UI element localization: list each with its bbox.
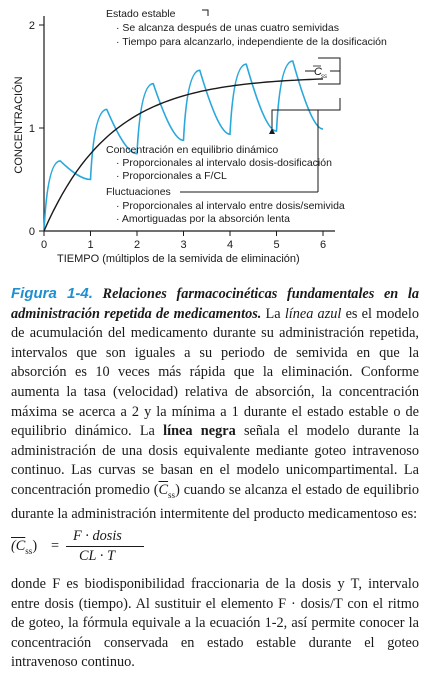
caption-text-c: señala el modelo durante la administración de una dosis equivalente mediante goteo intravenoso continuo. Las curvas se basan en el modelo unicompartimental. La concentración promedio (: [11, 423, 419, 498]
y-tick-label: 0: [28, 226, 35, 238]
y-tick-label: 2: [28, 20, 35, 32]
css-formula: [11, 527, 419, 569]
steady-title: Estado estable: [106, 8, 176, 20]
caption-paragraph-1: [11, 284, 419, 525]
x-tick-label: 0: [40, 239, 48, 251]
conc-line-2: · Proporcionales a F/CL: [116, 170, 227, 182]
caption-text-d: ) cuando se alcanza el estado de equilibrio durante la administración intermitente del producto medicamentoso es:: [11, 481, 419, 523]
y-tick-label: 1: [28, 123, 35, 135]
figure-label: Figura 1-4.: [11, 285, 93, 302]
css-label: C: [314, 66, 322, 78]
formula-numerator: F · dosis: [73, 527, 122, 544]
blue-line-term: línea azul: [284, 305, 342, 322]
caption-text-a: La: [265, 305, 281, 322]
x-axis-label: TIEMPO (múltiplos de la semivida de eliminación): [57, 253, 300, 265]
figure-caption: [11, 284, 419, 673]
steady-state-bracket: [202, 10, 208, 16]
x-tick-label: 6: [319, 239, 327, 251]
x-ticks: [41, 231, 326, 251]
formula-denominator: CL · T: [79, 547, 115, 564]
steady-line-2: · Tiempo para alcanzarlo, independiente de la dosificación: [116, 36, 387, 48]
x-tick-label: 3: [180, 239, 187, 251]
css-symbol: $\overline{C}$: [158, 481, 169, 498]
fluct-title: Fluctuaciones: [106, 186, 171, 198]
figure-title: Relaciones farmacocinéticas fundamentales en la administración repetida de medicamentos.: [11, 286, 419, 322]
x-tick-label: 5: [273, 239, 280, 251]
y-ticks: [29, 20, 44, 238]
css-sub: ss: [321, 74, 327, 80]
steady-line-1: · Se alcanza después de unas cuatro semividas: [116, 22, 339, 34]
formula-lhs: $(C_{ss})$: [11, 537, 38, 556]
black-line-term: línea negra: [163, 423, 236, 440]
fluct-line-1: · Proporcionales al intervalo entre dosis/semivida: [116, 200, 345, 212]
css-symbol-sub: ss: [168, 489, 176, 500]
conc-line-1: · Proporcionales al intervalo dosis-dosificación: [116, 157, 332, 169]
conc-title: Concentración en equilibrio dinámico: [106, 144, 279, 156]
caption-paragraph-2: donde F es biodisponibilidad fraccionaria de la dosis y T, intervalo entre dosis (tiempo). Al sustituir el elemento F · dosis/T con el ritmo de goteo, la fórmula equivale a la ecuación 1-2, así permite conocer la concentración conservada en estado estable durante el goteo intravenoso continuo.: [11, 575, 419, 671]
y-axis-label: CONCENTRACIÓN: [13, 76, 25, 174]
caption-text-b: es el modelo de acumulación del medicamento durante su administración repetida, intervalos que son iguales a su periodo de semivida en que la absorción es 10 veces más rápida que la eliminación. Conforme aumenta la tasa (velocidad) relativa de absorción, la concentración máxima se acerca a 2 y la mínima a 1 durante el estado estable o de equilibrio dinámico. La: [11, 305, 420, 440]
pharmacokinetic-figure: [0, 0, 431, 280]
formula-equals: =: [51, 537, 60, 554]
x-tick-label: 2: [133, 239, 141, 251]
fluct-line-2: · Amortiguadas por la absorción lenta: [116, 213, 290, 225]
css-marker: [305, 66, 327, 80]
x-tick-label: 4: [226, 239, 234, 251]
x-tick-label: 1: [87, 239, 94, 251]
